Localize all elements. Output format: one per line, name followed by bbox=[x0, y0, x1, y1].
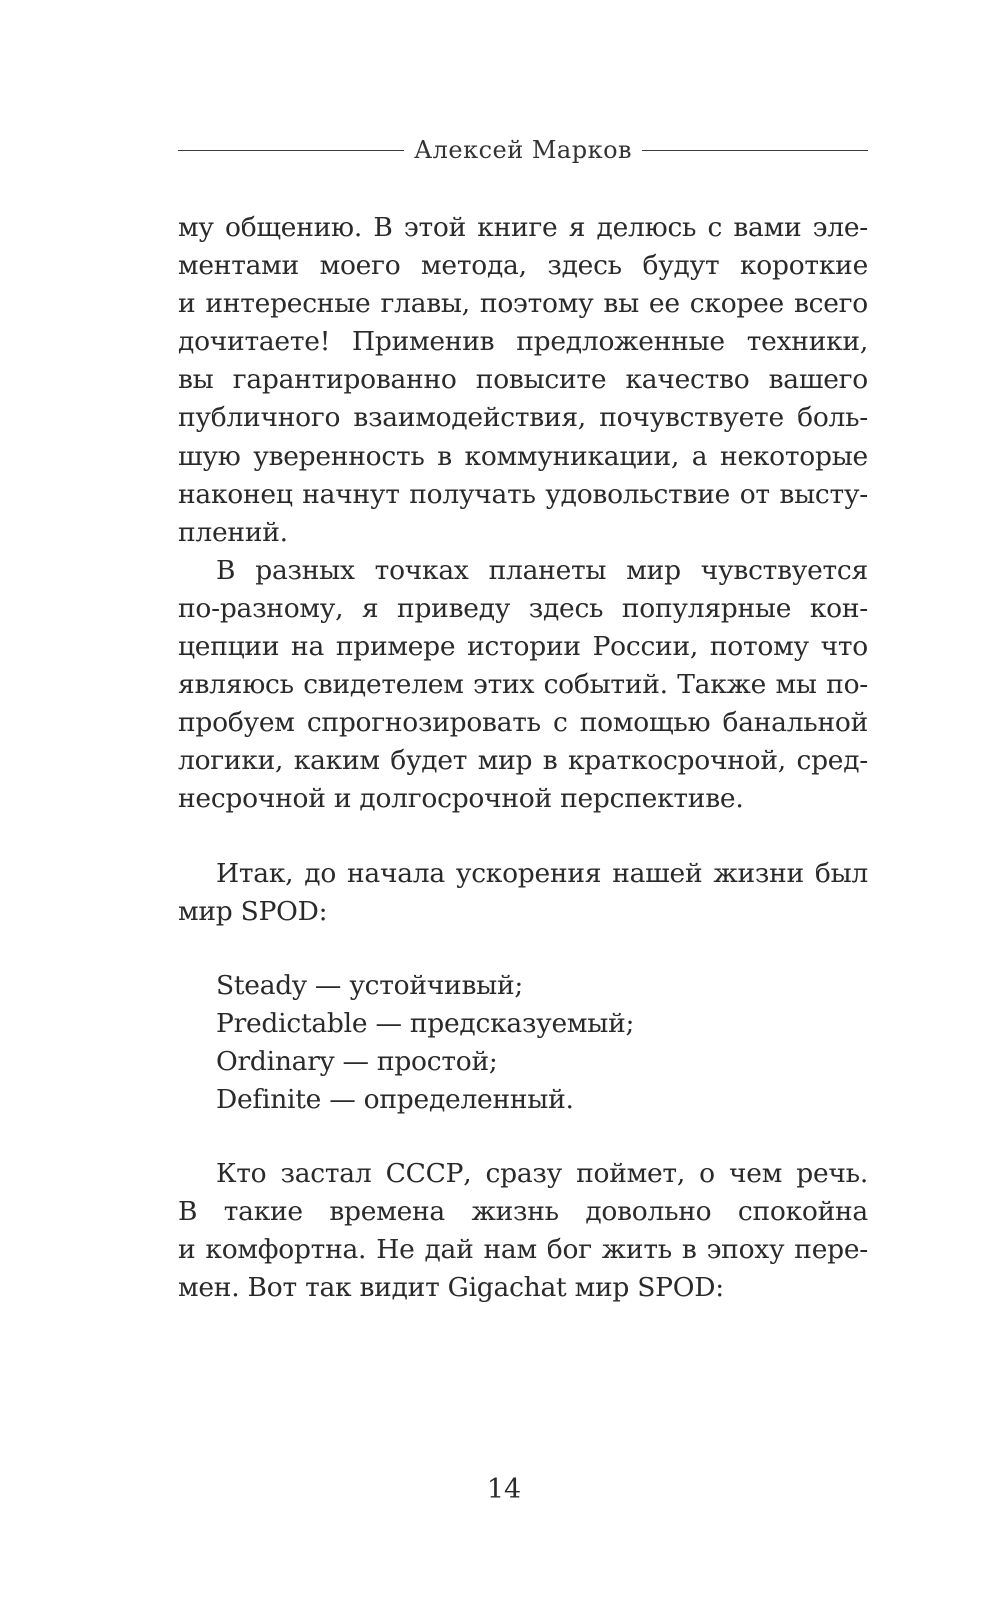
text-line: вы гарантированно повысите качество вашего bbox=[178, 364, 868, 396]
text-line: наконец начнут получать удовольствие от высту- bbox=[178, 478, 868, 510]
text-line: шую уверенность в коммуникации, а некоторые bbox=[178, 440, 868, 472]
text-line: публичного взаимодействия, почувствуете боль- bbox=[178, 402, 868, 434]
header-rule-left bbox=[178, 150, 404, 151]
text-line: В разных точках планеты мир чувствуется bbox=[216, 554, 868, 586]
text-line: по-разному, я приведу здесь популярные кон- bbox=[178, 592, 868, 624]
section-gap bbox=[178, 1119, 868, 1155]
paragraph-3 bbox=[178, 855, 868, 931]
text-line: цепции на примере истории России, потому что bbox=[178, 631, 868, 663]
text-line: В такие времена жизнь довольно спокойна bbox=[178, 1196, 868, 1228]
page-body bbox=[178, 209, 868, 1307]
list-item: Definite — определенный. bbox=[216, 1083, 574, 1115]
list-item: Predictable — предсказуемый; bbox=[216, 1007, 635, 1039]
text-line: Кто застал СССР, сразу поймет, о чем речь. bbox=[216, 1158, 868, 1190]
text-line: му общению. В этой книге я делюсь с вами эле- bbox=[178, 212, 868, 243]
paragraph-4 bbox=[178, 1155, 868, 1307]
text-line: являюсь свидетелем этих событий. Также мы по- bbox=[178, 669, 868, 701]
page-number: 14 bbox=[486, 1474, 522, 1505]
spod-list bbox=[178, 967, 868, 1119]
text-line: дочитаете! Применив предложенные техники, bbox=[178, 326, 868, 358]
header-author: Алексей Марков bbox=[413, 136, 633, 164]
section-gap bbox=[178, 819, 868, 855]
paragraph-2 bbox=[178, 552, 868, 819]
text-line: ментами моего метода, здесь будут короткие bbox=[178, 250, 868, 282]
paragraph-1 bbox=[178, 209, 868, 552]
text-line: пробуем спрогнозировать с помощью банальной bbox=[178, 707, 868, 739]
text-line: и комфортна. Не дай нам бог жить в эпоху пере- bbox=[178, 1234, 868, 1266]
header-rule-right bbox=[642, 150, 868, 151]
text-line: логики, каким будет мир в краткосрочной, сред- bbox=[178, 745, 868, 777]
list-item: Ordinary — простой; bbox=[216, 1045, 498, 1077]
text-line: и интересные главы, поэтому вы ее скорее всего bbox=[178, 288, 868, 320]
running-header bbox=[178, 130, 868, 170]
text-line: плений. bbox=[178, 516, 288, 548]
text-line: несрочной и долгосрочной перспективе. bbox=[178, 783, 744, 815]
section-gap bbox=[178, 931, 868, 967]
text-line: мен. Вот так видит Gigachat мир SPOD: bbox=[178, 1272, 724, 1304]
text-line: мир SPOD: bbox=[178, 895, 328, 927]
text-line: Итак, до начала ускорения нашей жизни был bbox=[216, 857, 868, 889]
list-item: Steady — устойчивый; bbox=[216, 969, 524, 1001]
